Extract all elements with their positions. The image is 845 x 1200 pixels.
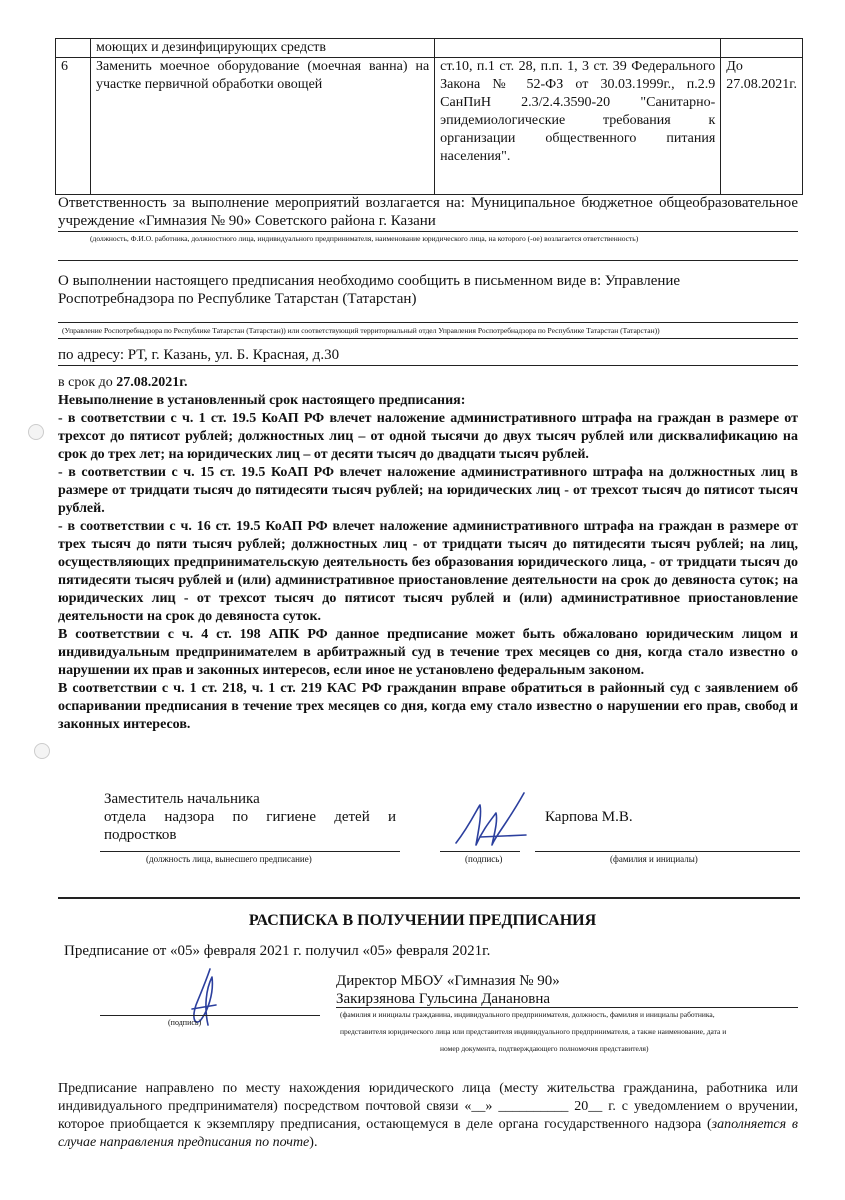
recipient-position: Директор МБОУ «Гимназия № 90»	[336, 973, 560, 989]
warnings-heading: Невыполнение в установленный срок настоящего предписания:	[58, 393, 466, 408]
responsibility-text: Ответственность за выполнение мероприятий возлагается на: Муниципальное бюджетное общеобразовательное учреждение «Гимназия № 90» Советского района г. Казани	[58, 195, 798, 229]
deadline-date: 27.08.2021г.	[116, 375, 188, 390]
top-row-text: моющих и дезинфицирующих средств	[91, 39, 435, 58]
receipt-caption-sign: (подпись)	[168, 1018, 202, 1027]
footer-text: Предписание направлено по месту нахождения юридического лица (месту жительства гражданина, работника или индивидуального предпринимателя) посредством почтовой связи «__» __________ 20__ г. с уведомлением о вручении, которое приобщается к экземпляру предписания, остающемуся в деле органа государственного надзора (заполняется в случае направления предписания по почте).	[58, 1081, 798, 1150]
report-address: по адресу: РТ, г. Казань, ул. Б. Красная, д.30	[58, 347, 340, 363]
caption-position: (должность лица, вынесшего предписание)	[146, 854, 312, 864]
punch-hole-top	[28, 424, 44, 440]
recipient-name: Закирзянова Гульсина Данановна	[336, 991, 551, 1007]
responsibility-caption: (должность, Ф.И.О. работника, должностного лица, индивидуального предпринимателя, наименование юридического лица, на которого (-ое) возлагается ответственность)	[90, 234, 639, 243]
report-caption: (Управление Роспотребнадзора по Республике Татарстан (Татарстан)) или соответствующий территориальный отдел Управления Роспотребнадзора по Республике Татарстан (Татарстан))	[62, 326, 660, 335]
receipt-caption-1: (фамилия и инициалы гражданина, индивидуального предпринимателя, должность, фамилия и инициалы работника,	[340, 1010, 715, 1019]
receipt-caption-2: представителя юридического лица или представителя индивидуального предпринимателя, а также наименование, дата и	[340, 1027, 727, 1036]
receipt-title: РАСПИСКА В ПОЛУЧЕНИИ ПРЕДПИСАНИЯ	[248, 912, 597, 929]
receipt-caption-3: номер документа, подтверждающего полномочия представителя)	[440, 1044, 649, 1053]
footer-italic: заполняется в случае направления предписания по почте	[58, 1117, 798, 1150]
deadline-line: в срок до 27.08.2021г.	[58, 375, 188, 390]
row-number: 6	[56, 58, 91, 195]
caption-sign: (подпись)	[465, 854, 503, 864]
report-text: О выполнении настоящего предписания необходимо сообщить в письменном виде в: Управление Роспотребнадзора по Республике Татарстан (Татарстан)	[58, 273, 681, 307]
warnings-block	[58, 374, 798, 734]
warning-paragraph-3: - в соответствии с ч. 16 ст. 19.5 КоАП РФ влечет наложение административного штрафа на граждан в размере от трех тысяч до пяти тысяч рублей; должностных лиц - от тридцати тысяч до пятидесяти тысяч рублей; на лиц, осуществляющих предпринимательскую деятельность без образования юридического лица, - от тридцати тысяч до пятидесяти тысяч рублей и (или) административное приостановление деятельности на срок до девяноста суток; на юридических лиц - от трехсот тысяч до пятисот тысяч рублей и (или) административное приостановление деятельности на срок до девяноста суток.	[58, 519, 798, 624]
warning-paragraph-1: - в соответствии с ч. 1 ст. 19.5 КоАП РФ влечет наложение административного штрафа на граждан в размере от трехсот до пятисот рублей; должностных лиц – от одной тысячи до двух тысяч рублей или дисквалификацию на срок до трех лет; на юридических лиц – от десяти тысяч до двадцати тысяч рублей.	[58, 411, 798, 462]
inspector-signature-icon	[450, 785, 530, 860]
table-row-top	[56, 39, 803, 58]
punch-hole-bottom	[34, 743, 50, 759]
warning-paragraph-4: В соответствии с ч. 4 ст. 198 АПК РФ данное предписание может быть обжаловано юридическим лицом и индивидуальным предпринимателем в арбитражный суд в течение трех месяцев со дня, когда стало известно о нарушении их прав и законных интересов, если иное не установлено федеральным законом.	[58, 627, 798, 678]
caption-name: (фамилия и инициалы)	[610, 854, 698, 864]
warning-paragraph-5: В соответствии с ч. 1 ст. 218, ч. 1 ст. 219 КАС РФ гражданин вправе обратиться в районный суд с заявлением об оспаривании предписания в течение трех месяцев со дня, когда ему стало известно о нарушении его прав, свобод и законных интересов.	[58, 681, 798, 732]
table-row-6	[56, 58, 803, 195]
row-deadline: До 27.08.2021г.	[721, 58, 803, 195]
measures-table	[55, 38, 803, 195]
receipt-line: Предписание от «05» февраля 2021 г. получил «05» февраля 2021г.	[64, 943, 491, 959]
row-action: Заменить моечное оборудование (моечная ванна) на участке первичной обработки овощей	[91, 58, 435, 195]
warning-paragraph-2: - в соответствии с ч. 15 ст. 19.5 КоАП РФ влечет наложение административного штрафа на должностных лиц в размере от тридцати тысяч до пятидесяти тысяч рублей; на юридических лиц - от трехсот тысяч до пятисот тысяч рублей.	[58, 465, 798, 516]
signer-position: Заместитель начальника отдела надзора по гигиене детей и подростков	[104, 791, 396, 843]
row-basis: ст.10, п.1 ст. 28, п.п. 1, 3 ст. 39 Федерального Закона № 52-ФЗ от 30.03.1999г., п.2.9 СанПиН 2.3/2.4.3590-20 "Санитарно-эпидемиологические требования к организации общественного питания населения".	[435, 58, 721, 195]
signer-name: Карпова М.В.	[545, 809, 633, 825]
